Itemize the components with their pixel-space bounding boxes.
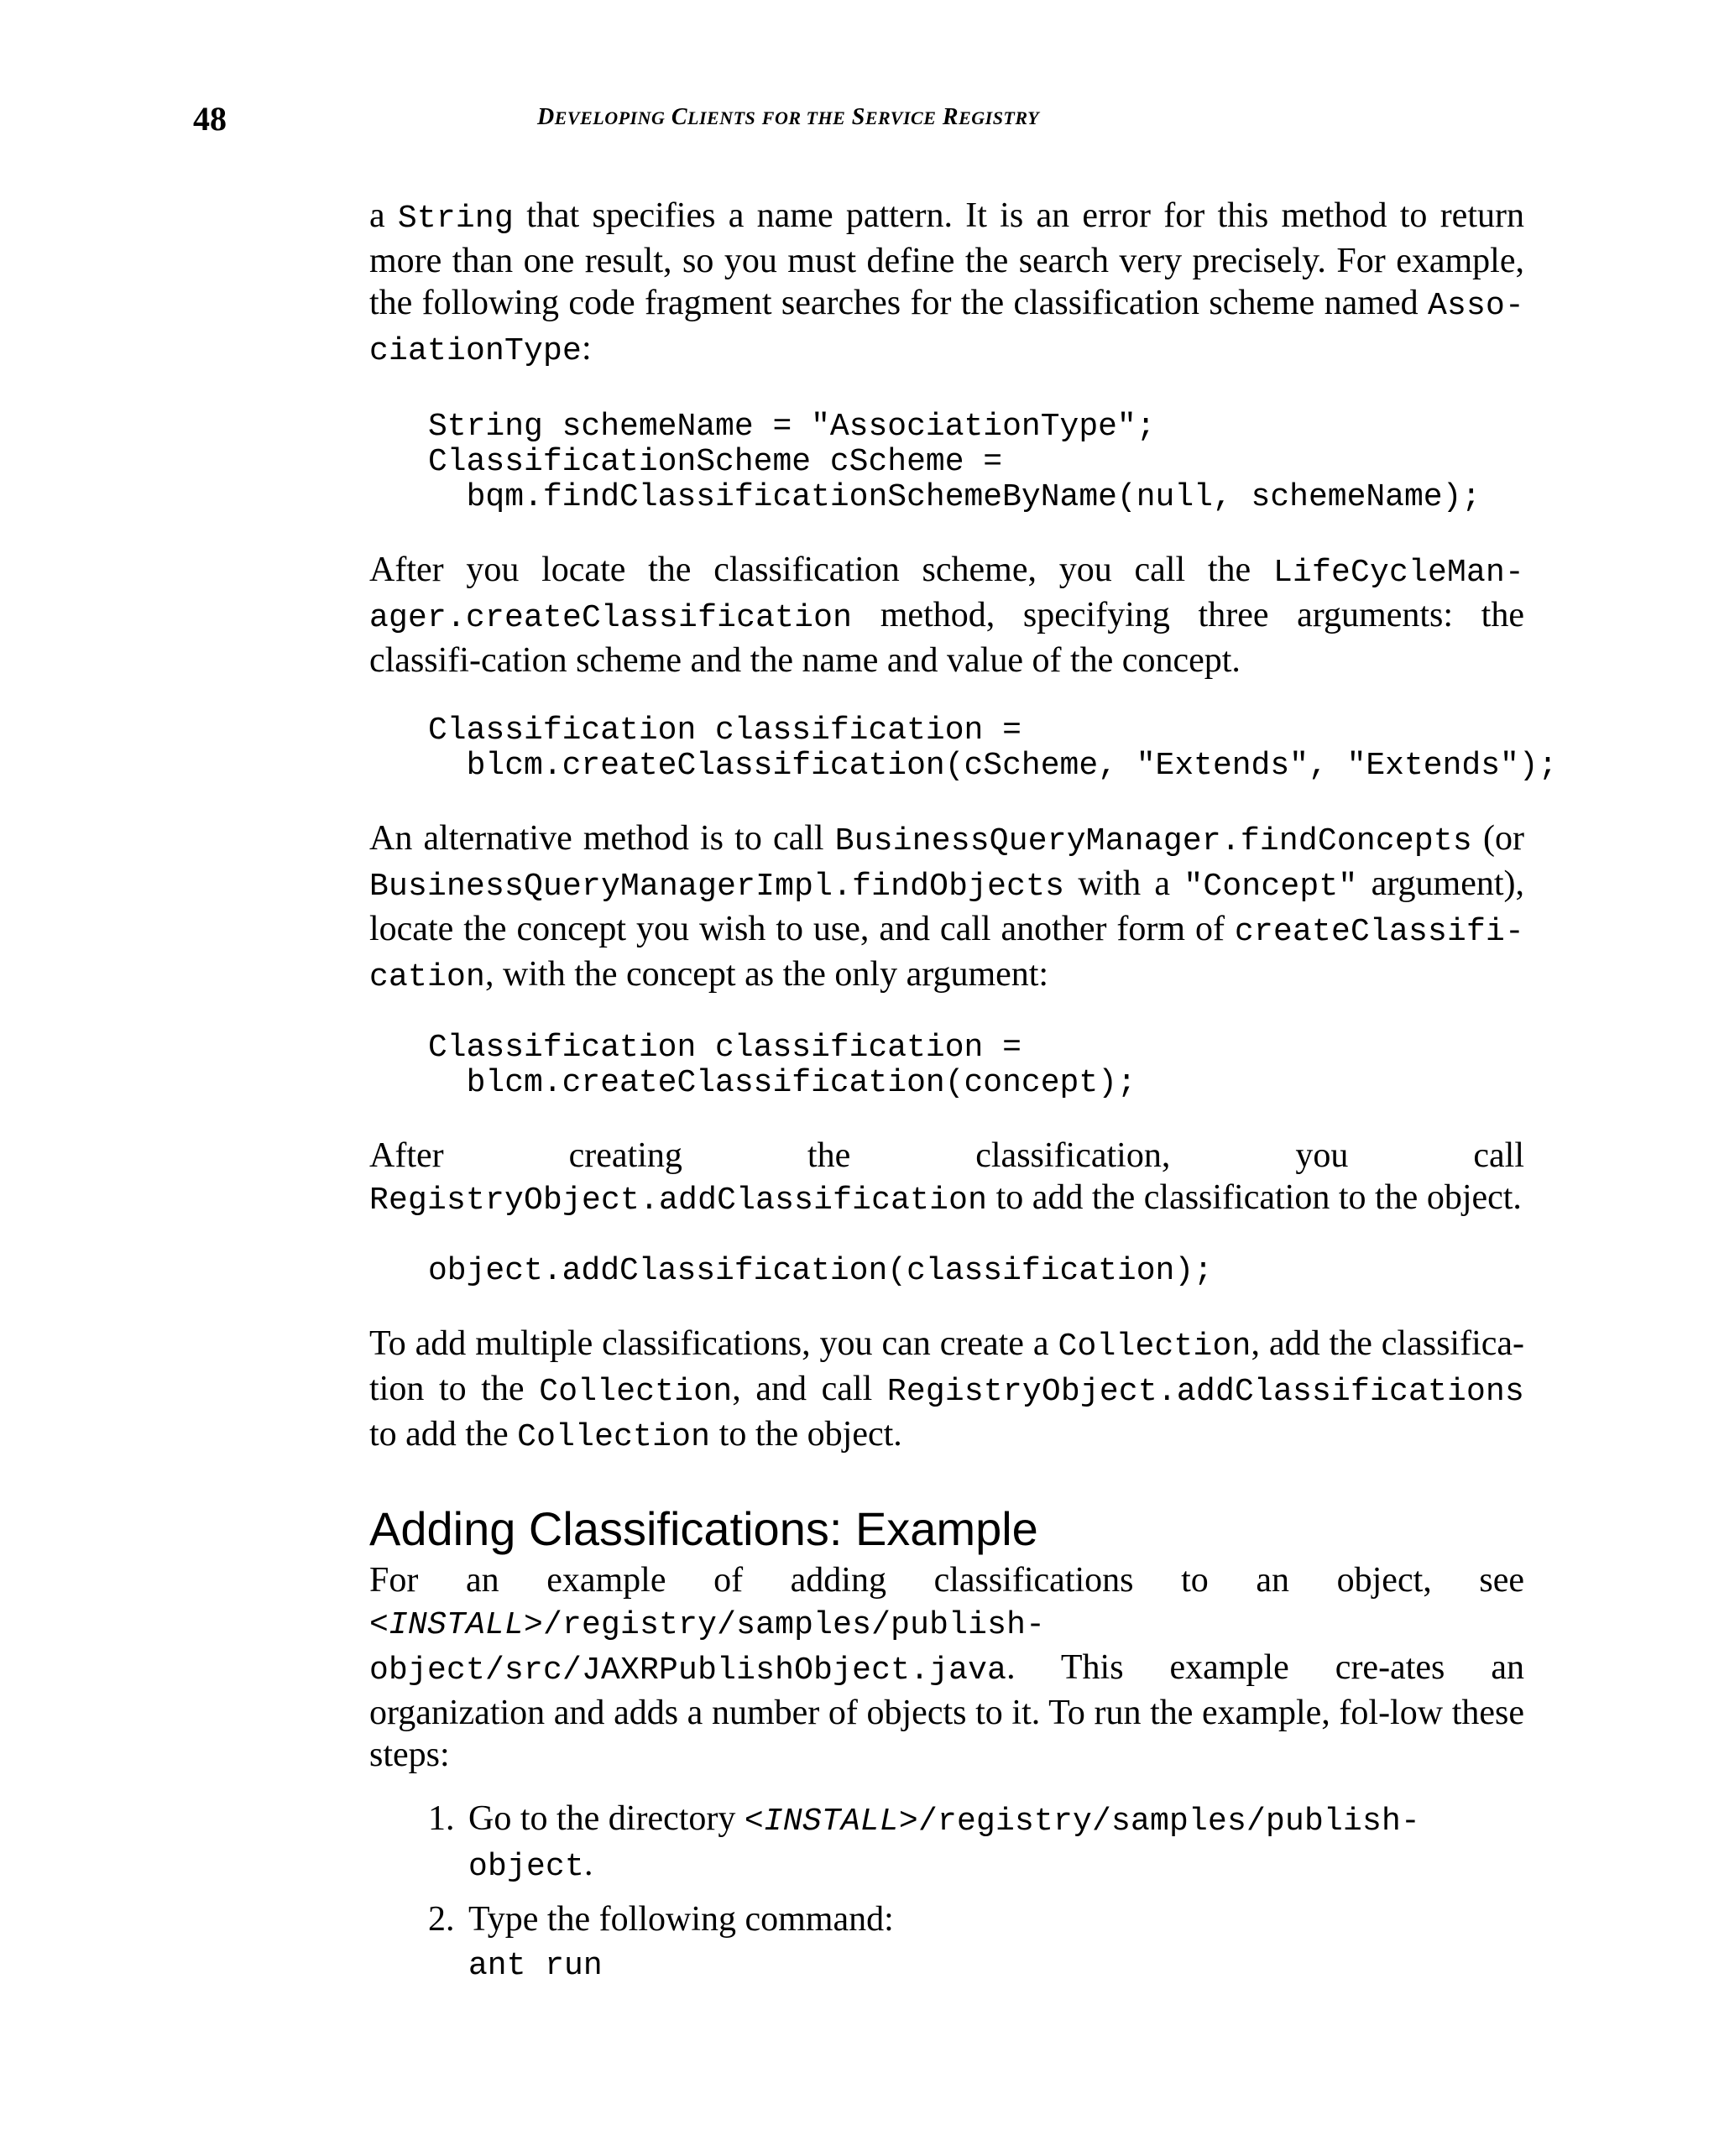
code-block: String schemeName = "AssociationType"; ClassificationScheme cScheme = bqm.findClassificationSchemeByName(null, schemeName); xyxy=(428,409,1481,515)
running-head: DEVELOPING CLIENTS FOR THE SERVICE REGISTRY xyxy=(537,104,1040,130)
paragraph: To add multiple classifications, you can create a Collection, add the classifica-tion to the Collection, and call RegistryObject.addClassifications to add the Collection to the object. xyxy=(369,1324,1525,1455)
paragraph: An alternative method is to call BusinessQueryManager.findConcepts (or BusinessQueryManagerImpl.findObjects with a "Concept" argument), locate the concept you wish to use, and call another form of createClassifi-cation, with the concept as the only argument: xyxy=(369,819,1524,995)
command-text: ant run xyxy=(468,1948,603,1984)
section-heading: Adding Classifications: Example xyxy=(369,1502,1038,1555)
paragraph: a String that specifies a name pattern. It is an error for this method to return more than one result, so you must define the search very precisely. For example, the following code fragment searches for the classification scheme named Asso-ciationType: xyxy=(369,196,1524,369)
page-number: 48 xyxy=(193,100,227,138)
paragraph: After you locate the classification scheme, you call the LifeCycleMan-ager.createClassification method, specifying three arguments: the classifi-cation scheme and the name and value of the concept. xyxy=(369,551,1524,680)
code-block: object.addClassification(classification); xyxy=(428,1253,1213,1289)
main-content xyxy=(369,195,1558,1987)
code-block: Classification classification = blcm.createClassification(cScheme, "Extends", "Extends"); xyxy=(428,713,1558,784)
paragraph: For an example of adding classifications to an object, see <INSTALL>/registry/samples/publish-object/src/JAXRPublishObject.java. This example cre-ates an organization and adds a number of objects to it. To run the example, fol-low these steps: xyxy=(369,1561,1524,1774)
steps-list xyxy=(369,1798,1524,1987)
list-item: 2. Type the following command: ant run xyxy=(369,1898,1524,1987)
list-item: 1. Go to the directory <INSTALL>/registry/samples/publish-object. xyxy=(428,1799,1421,1885)
paragraph: After creating the classification, you call RegistryObject.addClassification to add the classification to the object. xyxy=(369,1136,1524,1219)
code-block: Classification classification = blcm.createClassification(concept); xyxy=(428,1030,1136,1101)
